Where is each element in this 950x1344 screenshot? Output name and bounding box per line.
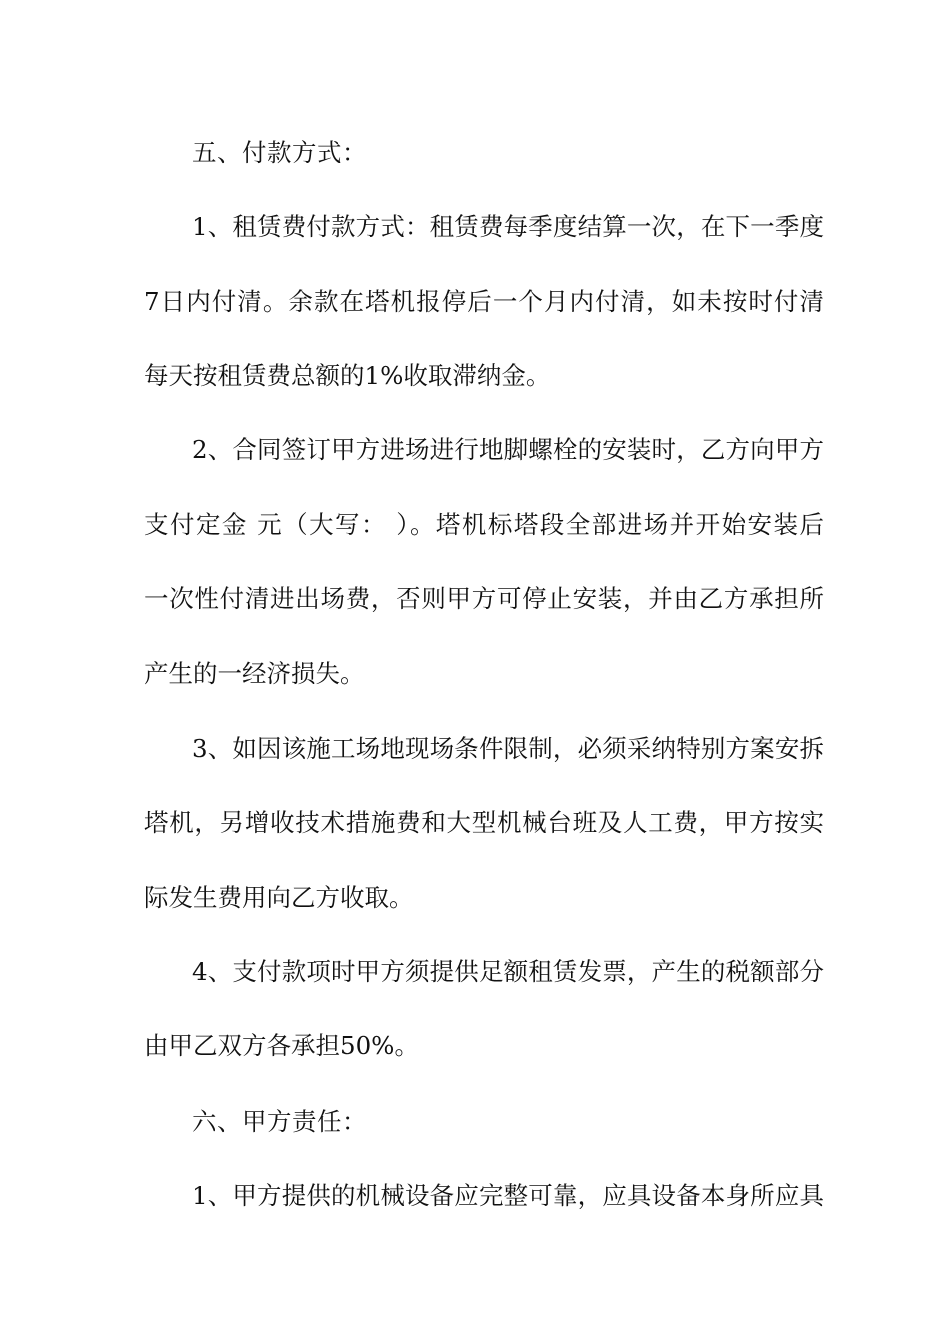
paragraph-line: 7日内付清。余款在塔机报停后一个月内付清，如未按时付清 <box>144 287 824 316</box>
paragraph-line: 支付定金 元（大写： ）。塔机标塔段全部进场并开始安装后 <box>144 510 824 539</box>
paragraph-line: 由甲乙双方各承担50%。 <box>144 1031 419 1060</box>
paragraph-line: 3、如因该施工场地现场条件限制，必须采纳特别方案安拆 <box>192 734 824 763</box>
paragraph-line: 1、甲方提供的机械设备应完整可靠，应具设备本身所应具 <box>192 1181 824 1210</box>
paragraph-line: 塔机，另增收技术措施费和大型机械台班及人工费，甲方按实 <box>144 808 824 837</box>
paragraph-line: 1、租赁费付款方式：租赁费每季度结算一次，在下一季度 <box>192 212 824 241</box>
paragraph-line: 4、支付款项时甲方须提供足额租赁发票，产生的税额部分 <box>192 957 824 986</box>
paragraph-line: 2、合同签订甲方进场进行地脚螺栓的安装时，乙方向甲方 <box>192 435 824 464</box>
section-heading-party-a-duties: 六、甲方责任： <box>192 1107 367 1136</box>
paragraph-line: 每天按租赁费总额的1%收取滞纳金。 <box>144 361 551 390</box>
paragraph-line: 产生的一经济损失。 <box>144 659 365 688</box>
section-heading-payment: 五、付款方式： <box>192 138 367 167</box>
paragraph-line: 际发生费用向乙方收取。 <box>144 883 414 912</box>
paragraph-line: 一次性付清进出场费，否则甲方可停止安装，并由乙方承担所 <box>144 584 824 613</box>
